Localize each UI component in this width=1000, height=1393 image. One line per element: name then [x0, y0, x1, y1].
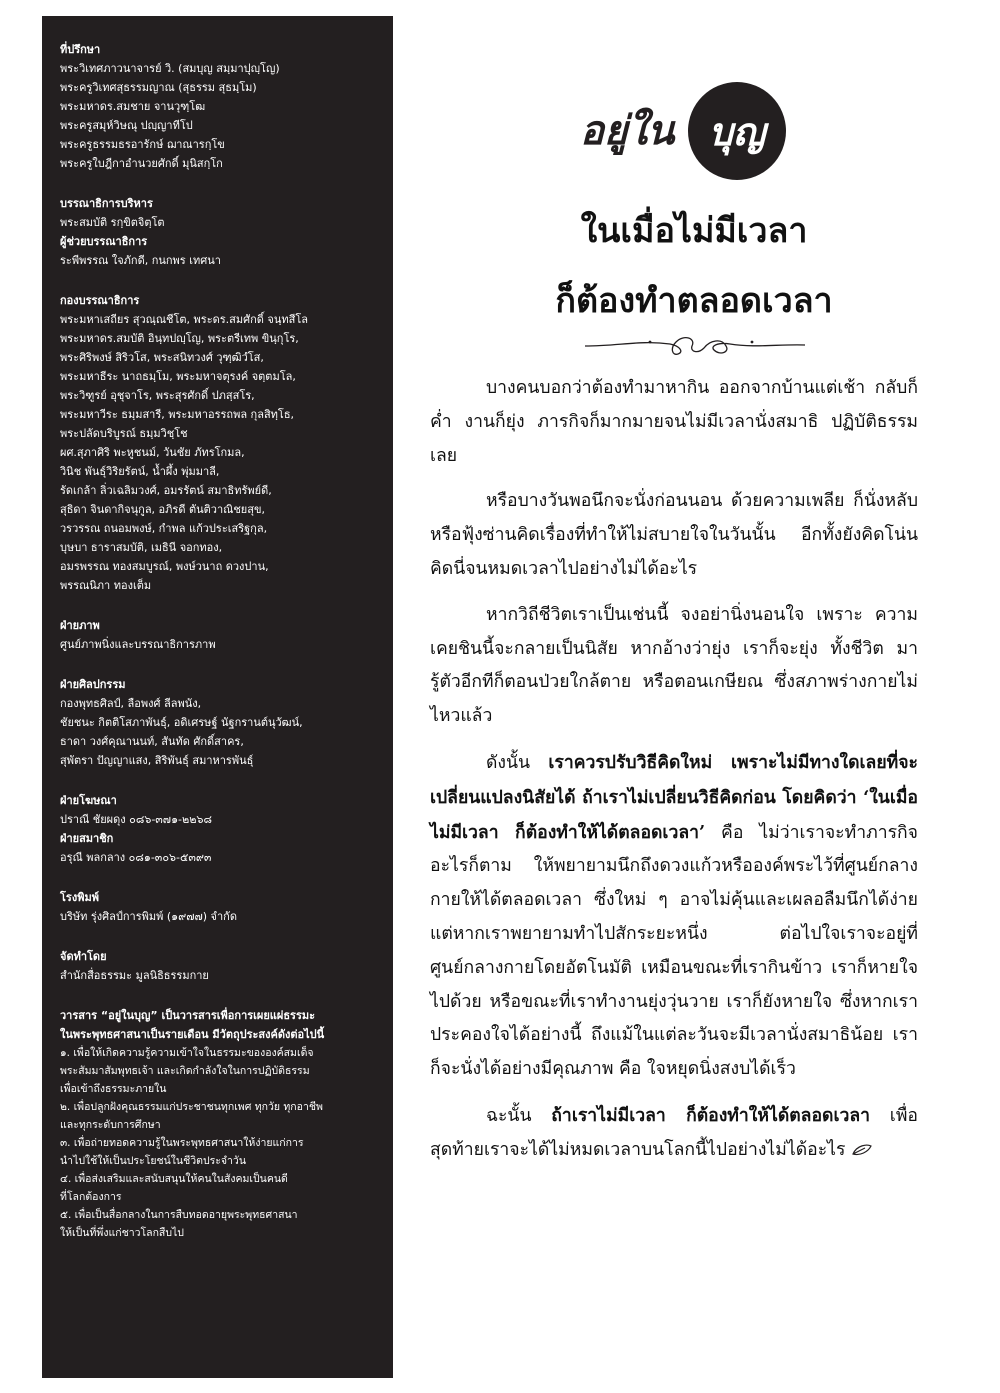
board-line: พระมหาดร.สมบัติ อินฺทปญฺโญ, พระตรีเทพ ขินฺกุโร, [60, 332, 299, 345]
mission-item: นำไปใช้ให้เป็นประโยชน์ในชีวิตประจำวัน [60, 1155, 247, 1167]
article-paragraph-1: บางคนบอกว่าต้องทำมาหากิน ออกจากบ้านแต่เช้า กลับก็ค่ำ งานก็ยุ่ง ภารกิจก็มากมายจนไม่มีเวลานั่งสมาธิ ปฏิบัติธรรมเลย [430, 378, 918, 466]
board-line: สุธิดา จินดากิจนุกูล, อภิรดี ตันติวาณิชยสุข, [60, 503, 265, 516]
photo-heading: ฝ่ายภาพ [60, 619, 100, 632]
article-title-line2: ก็ต้องทำตลอดเวลา [555, 281, 833, 321]
mission-section [60, 1006, 379, 1242]
art-line: ธาดา วงศ์คุณานนท์, สันทัด ศักดิ์สาคร, [60, 735, 244, 748]
photo-section [60, 616, 379, 654]
article-body [430, 372, 918, 1180]
advisor-line: พระครูธรรมธรอารักษ์ ฌาณารกฺโข [60, 138, 225, 151]
board-line: รัดเกล้า ลิ่วเฉลิมวงศ์, อมรรัตน์ สมาธิทรัพย์ดี, [60, 484, 272, 497]
advisor-line: พระมหาดร.สมชาย จานวุฑฺโฒ [60, 100, 206, 113]
art-line: สุพัตรา ปัญญาแสง, สิริพันธุ์ สมาหารพันธุ์ [60, 754, 254, 767]
advertising-line: ปราณี ชัยผดุง ๐๘๖-๓๗๑-๒๒๖๘ [60, 813, 213, 826]
article-paragraph-4 [430, 746, 918, 1087]
mission-item: ๓. เพื่อถ่ายทอดความรู้ในพระพุทธศาสนาให้ง่ายแก่การ [60, 1137, 304, 1149]
printing-section [60, 888, 379, 926]
art-section [60, 675, 379, 770]
logo-text: อยู่ใน [580, 107, 675, 154]
mission-item: ๒. เพื่อปลูกฝังคุณธรรมแก่ประชาชนทุกเพศ ทุกวัย ทุกอาชีพ [60, 1101, 323, 1113]
advisor-line: พระครูใบฎีกาอำนวยศักดิ์ มุนิสกฺโก [60, 157, 223, 170]
mission-item: ๔. เพื่อส่งเสริมและสนับสนุนให้คนในสังคมเป็นคนดี [60, 1173, 288, 1185]
advertising-section [60, 791, 379, 867]
paragraph-4-rest: คือ ไม่ว่าเราจะทำภารกิจอะไรก็ตาม ให้พยายามนึกถึงดวงแก้วหรือองค์พระไว้ที่ศูนย์กลางกายให้ได้ตลอดเวลา ซึ่งใหม่ ๆ อาจไม่คุ้นและเผลอลืมนึกได้ง่าย แต่หากเราพยายามทำไปสักระยะหนึ่ง ต่อไปใจเราจะอยู่ที่ศูนย์กลางกายโดยอัตโนมัติ เหมือนขณะที่เรากินข้าว เราก็หายใจไปด้วย หรือขณะที่เราทำงานยุ่งวุ่นวาย เราก็ยังหายใจ ซึ่งหากเราประคองใจได้อย่างนี้ ถึงแม้ในแต่ละวันจะมีเวลานั่งสมาธิน้อย เราก็จะนั่งได้อย่างมีคุณภาพ คือ ใจหยุดนิ่งสงบได้เร็ว [430, 822, 918, 1080]
art-heading: ฝ่ายศิลปกรรม [60, 678, 126, 691]
mission-item: ๑. เพื่อให้เกิดความรู้ความเข้าใจในธรรมะขององค์สมเด็จ [60, 1047, 314, 1059]
advertising-heading: ฝ่ายโฆษณา [60, 794, 117, 807]
credits-sidebar [42, 16, 393, 1378]
produced-by-line: สำนักสื่อธรรมะ มูลนิธิธรรมกาย [60, 969, 209, 982]
board-line: พรรณนิภา ทองเต็ม [60, 579, 152, 592]
art-line: กองพุทธศิลป์, ลือพงศ์ ลีลพนัง, [60, 697, 202, 710]
article-paragraph-2: หรือบางวันพอนึกจะนั่งก่อนนอน ด้วยความเพลีย ก็นั่งหลับ หรือฟุ้งซ่านคิดเรื่องที่ทำให้ไม่สบายใจในวันนั้น อีกทั้งยังคิดโน่นคิดนี่จนหมดเวลาไปอย่างไม่ได้อะไร [430, 491, 918, 579]
article-paragraph-3: หากวิถีชีวิตเราเป็นเช่นนี้ จงอย่านิ่งนอนใจ เพราะ ความเคยชินนี้จะกลายเป็นนิสัย หากอ้างว่ายุ่ง เราก็จะยุ่ง ทั้งชีวิต มารู้ตัวอีกทีก็ตอนป่วยใกล้ตาย หรือตอนเกษียณ ซึ่งสภาพร่างกายไม่ไหวแล้ว [430, 604, 918, 727]
article-paragraph-5 [430, 1099, 918, 1168]
advisor-line: พระวิเทศภาวนาจารย์ วิ. (สมบุญ สมฺมาปุญฺโญ) [60, 62, 280, 75]
paragraph-4-bold: เราควรปรับวิธีคิดใหม่ เพราะไม่มีทางใดเลยที่จะเปลี่ยนแปลงนิสัยได้ ถ้าเราไม่เปลี่ยนวิธีคิดก่อน โดยคิดว่า ‘ในเมื่อไม่มีเวลา ก็ต้องทำให้ได้ตลอดเวลา’ [430, 751, 918, 843]
board-line: วินิช พันธุ์วิริยรัตน์, น้ำผึ้ง พุ่มมาลี, [60, 465, 220, 478]
editor-line: พระสมบัติ รกฺขิตจิตฺโต [60, 216, 165, 229]
board-line: วรวรรณ ถนอมพงษ์, กำพล แก้วประเสริฐกุล, [60, 522, 268, 535]
board-line: พระมหาวีระ ธมฺมสารี, พระมหาอรรถพล กุลสิทฺโธ, [60, 408, 295, 421]
mission-heading: วารสาร “อยู่ในบุญ” เป็นวารสารเพื่อการเผยแผ่ธรรมะ [60, 1009, 316, 1022]
flourish-ornament-icon [580, 330, 810, 360]
paragraph-5-rest: เพื่อสุดท้ายเราจะได้ไม่หมดเวลาบนโลกนี้ไปอย่างไม่ได้อะไร [430, 1105, 918, 1160]
leaf-end-icon [851, 1143, 873, 1157]
mission-item: ให้เป็นที่พึ่งแก่ชาวโลกสืบไป [60, 1227, 184, 1239]
board-line: พระปลัดบริบูรณ์ ธมฺมวิชฺโช [60, 427, 188, 440]
advisors-section [60, 40, 379, 173]
article-title-line1: ในเมื่อไม่มีเวลา [580, 211, 808, 251]
produced-by-heading: จัดทำโดย [60, 950, 107, 963]
paragraph-5-bold: ถ้าเราไม่มีเวลา ก็ต้องทำให้ได้ตลอดเวลา [551, 1104, 871, 1126]
art-line: ชัยชนะ กิตติโสภาพันธุ์, อดิเศรษฐ์ นัฐกรานต์นุวัฒน์, [60, 716, 303, 729]
advisors-heading: ที่ปรึกษา [60, 43, 101, 56]
printing-heading: โรงพิมพ์ [60, 891, 99, 904]
editorial-board-heading: กองบรรณาธิการ [60, 294, 140, 307]
assistant-editor-heading: ผู้ช่วยบรรณาธิการ [60, 235, 148, 248]
membership-heading: ฝ่ายสมาชิก [60, 832, 114, 845]
advisor-line: พระครูสมุห์วิษณุ ปญฺญาทีโป [60, 119, 193, 132]
mission-item: ที่โลกต้องการ [60, 1191, 122, 1203]
mission-heading: ในพระพุทธศาสนาเป็นรายเดือน มีวัตถุประสงค์ดังต่อไปนี้ [60, 1028, 325, 1041]
produced-by-section [60, 947, 379, 985]
editor-heading: บรรณาธิการบริหาร [60, 197, 153, 210]
board-line: พระมหาธีระ นาถธมฺโม, พระมหาจตุรงค์ จตฺตมโล, [60, 370, 296, 383]
board-line: บุษบา ธาราสมบัติ, เมธินี จอกทอง, [60, 541, 223, 554]
assistant-editor-line: ระพีพรรณ ใจภักดี, กนกพร เทศนา [60, 254, 221, 267]
paragraph-5-lead: ฉะนั้น [486, 1105, 552, 1126]
editorial-board-section [60, 291, 379, 595]
logo-circle: บุญ [688, 82, 786, 180]
board-line: พระศิริพงษ์ สิริวโส, พระสนิทวงศ์ วุฑฺฒิวํโส, [60, 351, 264, 364]
mission-item: พระสัมมาสัมพุทธเจ้า และเกิดกำลังใจในการปฏิบัติธรรม [60, 1065, 310, 1077]
board-line: พระมหาเสถียร สุวณฺณชีโต, พระดร.สมศักดิ์ จนฺทสีโล [60, 313, 308, 326]
board-line: พระวิฑูรย์ อุชุจาโร, พระสุรศักดิ์ ปภสฺสโร, [60, 389, 255, 402]
printing-line: บริษัท รุ่งศิลป์การพิมพ์ (๑๙๗๗) จำกัด [60, 910, 237, 923]
board-line: ผศ.สุภาศิริ พะหูชนม์, วันชัย ภัทรโกมล, [60, 446, 245, 459]
paragraph-4-lead: ดังนั้น [486, 752, 549, 773]
board-line: อมรพรรณ ทองสมบูรณ์, พงษ์วนาถ ดวงปาน, [60, 560, 269, 573]
membership-line: อรุณี พลกลาง ๐๘๑-๓๐๖-๕๓๙๓ [60, 851, 212, 864]
mission-item: ๕. เพื่อเป็นสื่อกลางในการสืบทอดอายุพระพุทธศาสนา [60, 1209, 298, 1221]
photo-line: ศูนย์ภาพนิ่งและบรรณาธิการภาพ [60, 638, 216, 651]
mission-item: และทุกระดับการศึกษา [60, 1119, 161, 1131]
editor-section [60, 194, 379, 270]
mission-item: เพื่อเข้าถึงธรรมะภายใน [60, 1083, 167, 1095]
advisor-line: พระครูวิเทศสุธรรมญาณ (สุธรรม สุธมฺโม) [60, 81, 257, 94]
magazine-logo [580, 82, 810, 182]
